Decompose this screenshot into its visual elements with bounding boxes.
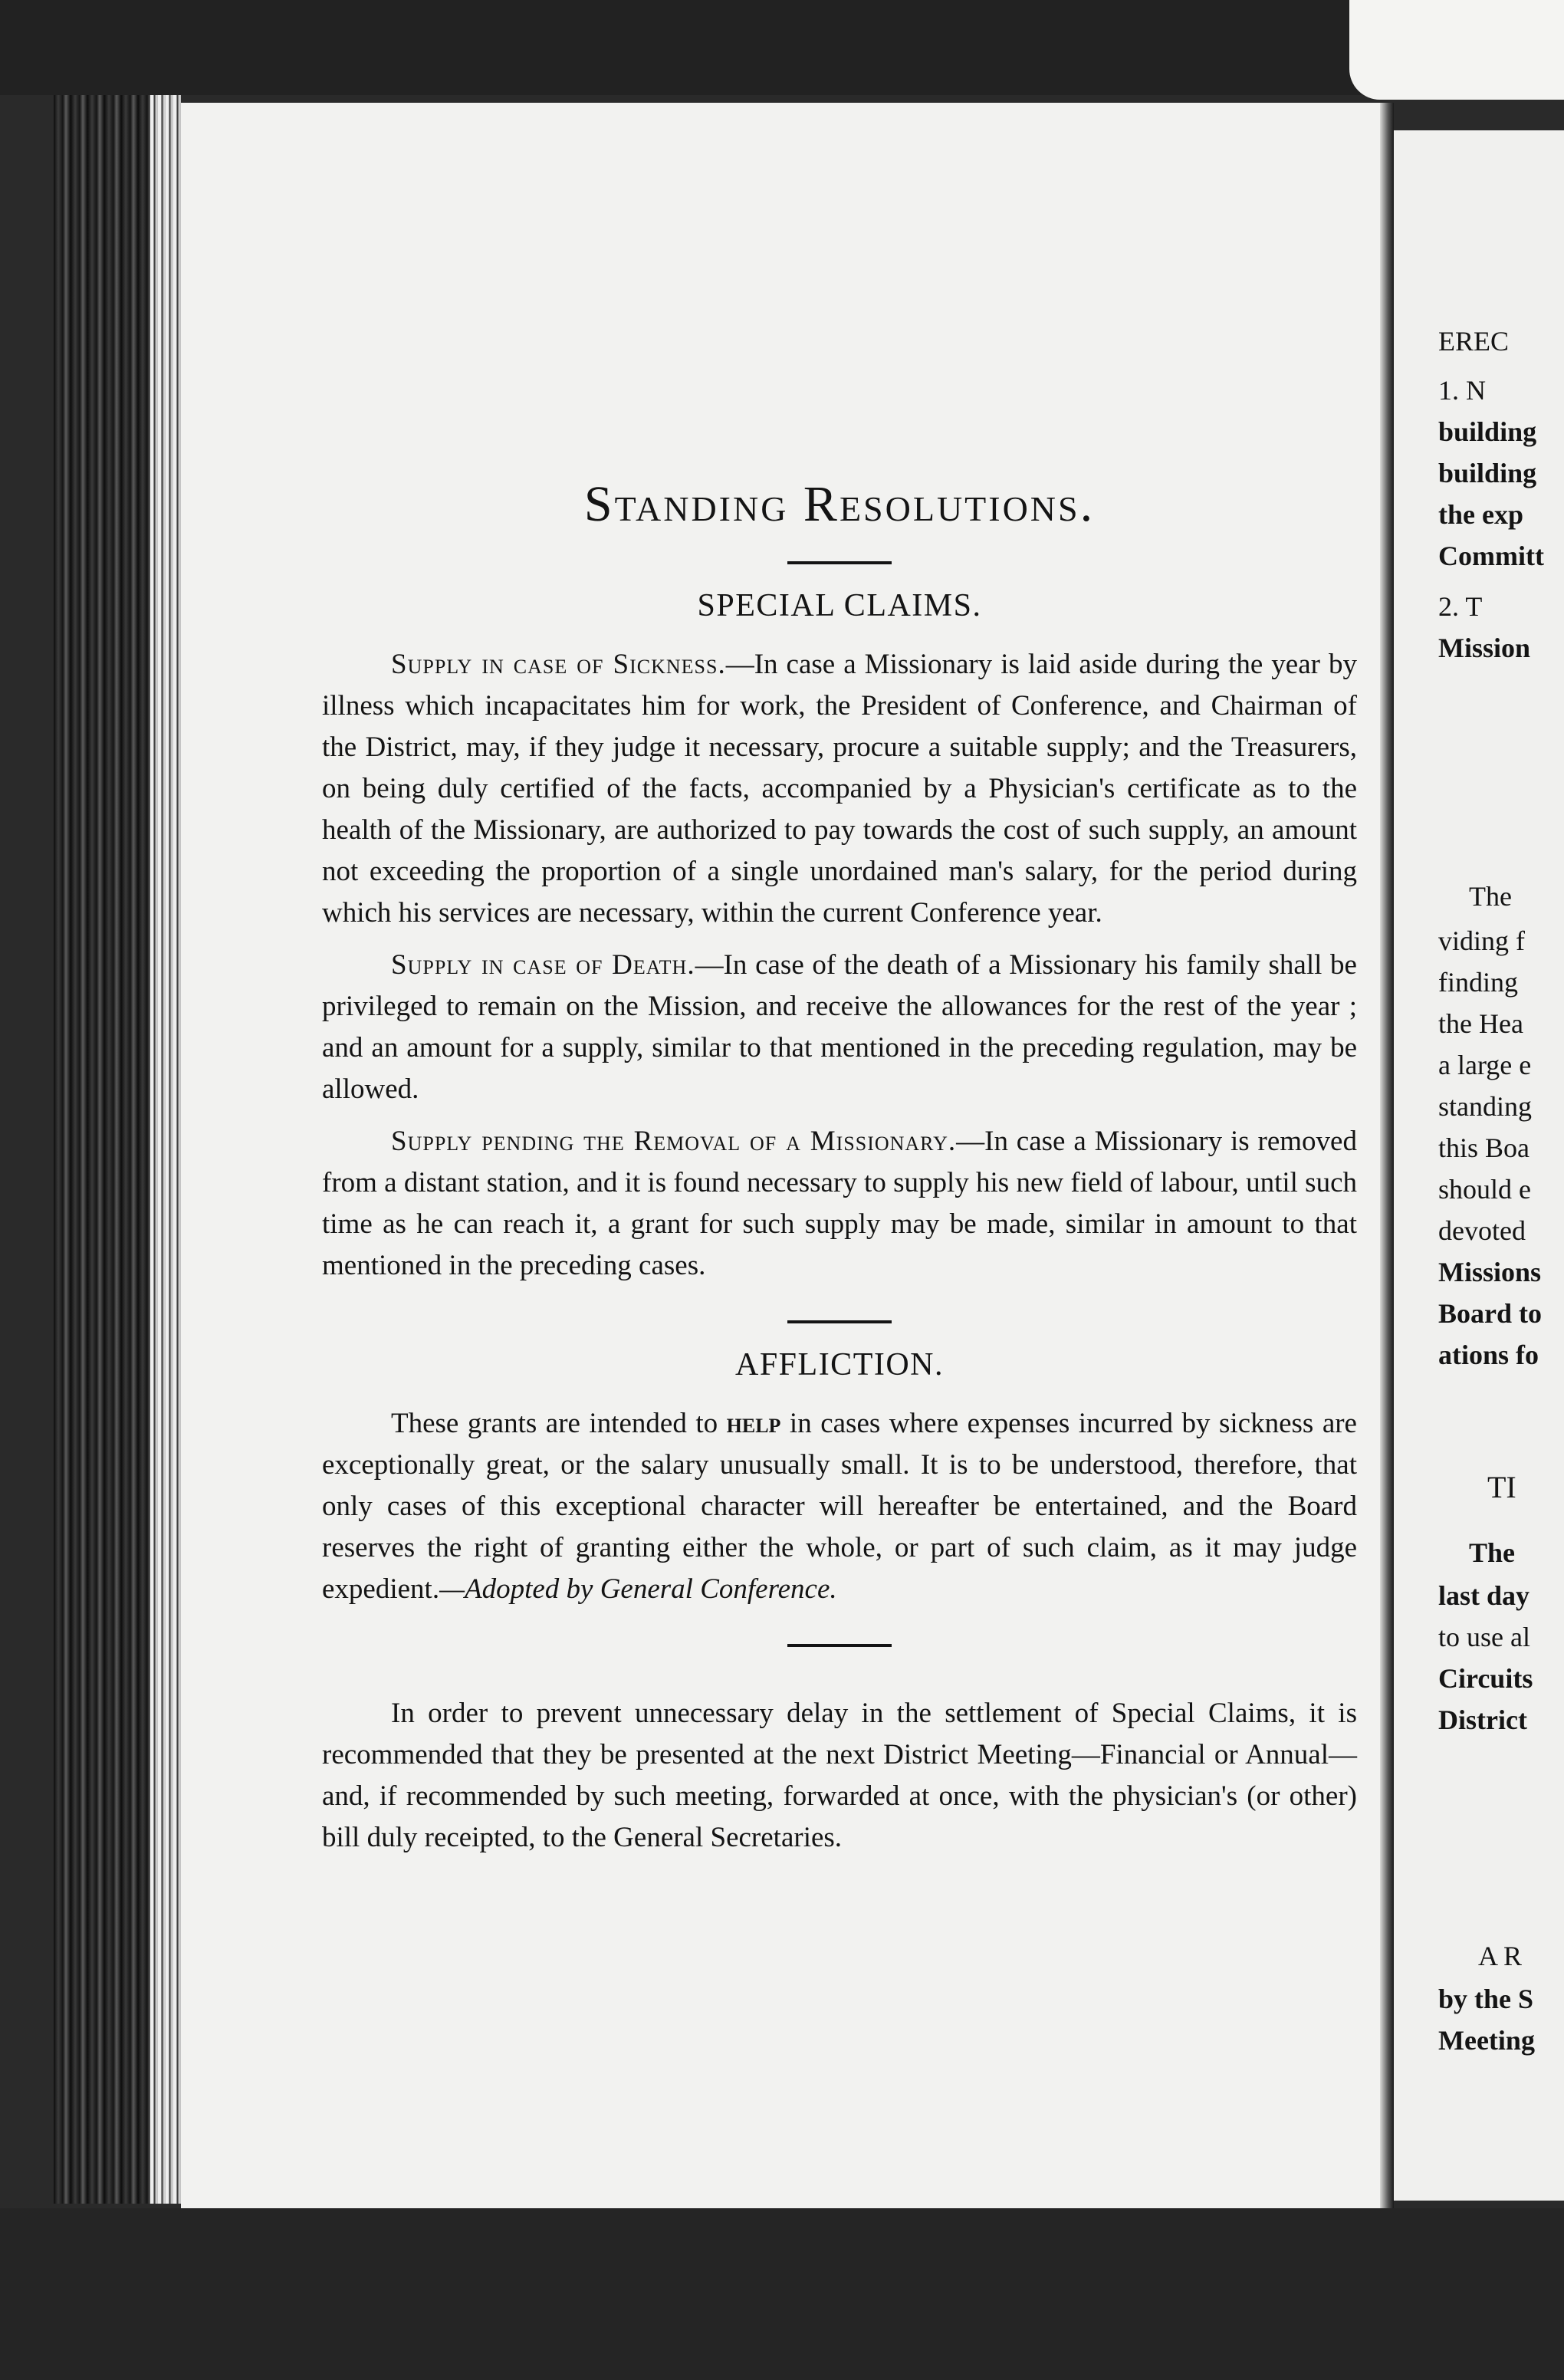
right-page-line: finding bbox=[1438, 967, 1518, 998]
right-page bbox=[1394, 130, 1564, 2201]
right-page-line: by the S bbox=[1438, 1984, 1534, 2014]
scan-corner-paper bbox=[1349, 0, 1564, 100]
sickness-paragraph bbox=[322, 644, 1357, 934]
right-page-heading: TI bbox=[1487, 1470, 1516, 1504]
right-page-line: last day bbox=[1438, 1580, 1530, 1611]
right-page-line: ations fo bbox=[1438, 1340, 1539, 1370]
spacer bbox=[322, 1670, 1357, 1693]
page-content bbox=[322, 475, 1357, 1869]
right-page-line: District bbox=[1438, 1704, 1527, 1735]
right-page-line: Meeting bbox=[1438, 2025, 1535, 2056]
removal-text: —In case a Missionary is removed from a distant station, and it is found necessary to supply his new field of labour, until such time as he can reach it, a grant for such supply may be made, similar in amount to that mentioned in the preceding cases. bbox=[322, 1126, 1357, 1281]
removal-lead: Supply pending the Removal of a Missionary. bbox=[391, 1126, 957, 1157]
death-paragraph bbox=[322, 945, 1357, 1110]
death-lead: Supply in case of Death. bbox=[391, 949, 695, 981]
right-page-line: EREC bbox=[1438, 326, 1510, 357]
right-page-line: to use al bbox=[1438, 1622, 1530, 1652]
right-page-line: The bbox=[1469, 881, 1512, 912]
scan-top-margin bbox=[0, 0, 1564, 95]
right-page-line: this Boa bbox=[1438, 1132, 1530, 1163]
right-page-line: A R bbox=[1478, 1941, 1523, 1971]
death-text: —In case of the death of a Missionary his family shall be privileged to remain on the Mission, and receive the allowances for the rest of the year ; and an amount for a supply, similar to that mentioned in the preceding regulation, may be allowed. bbox=[322, 949, 1357, 1105]
book-gutter bbox=[1380, 103, 1394, 2208]
divider-rule bbox=[787, 1644, 892, 1647]
affliction-paragraph bbox=[322, 1403, 1357, 1610]
right-page-line: viding f bbox=[1438, 925, 1525, 956]
right-page-line: 2. T bbox=[1438, 591, 1483, 622]
page-title: Standing Resolutions. bbox=[583, 476, 1096, 532]
right-page-line: should e bbox=[1438, 1174, 1531, 1205]
right-page-line: 1. N bbox=[1438, 375, 1486, 406]
right-page-line: Missions bbox=[1438, 1257, 1542, 1287]
spacer bbox=[322, 1621, 1357, 1644]
right-page-line: The bbox=[1469, 1537, 1516, 1568]
right-page-line: the exp bbox=[1438, 499, 1523, 530]
sickness-lead: Supply in case of Sickness. bbox=[391, 649, 726, 680]
affliction-text-before: These grants are intended to bbox=[391, 1408, 727, 1439]
right-page-line: Mission bbox=[1438, 633, 1531, 663]
spacer bbox=[322, 1297, 1357, 1320]
right-page-line: building bbox=[1438, 458, 1537, 488]
help-emphasis: help bbox=[726, 1408, 781, 1439]
adopted-note: —Adopted by General Conference. bbox=[439, 1573, 837, 1605]
right-page-line: Board to bbox=[1438, 1298, 1542, 1329]
scan-bottom-margin bbox=[0, 2208, 1564, 2380]
right-page-line: standing bbox=[1438, 1091, 1532, 1122]
divider-rule bbox=[787, 1320, 892, 1323]
right-page-line: Committ bbox=[1438, 541, 1544, 571]
removal-paragraph bbox=[322, 1121, 1357, 1287]
right-page-line: building bbox=[1438, 416, 1537, 447]
right-page-line: a large e bbox=[1438, 1050, 1532, 1080]
right-page-line: devoted bbox=[1438, 1215, 1526, 1246]
special-claims-heading: SPECIAL CLAIMS. bbox=[697, 588, 982, 623]
right-page-line: the Hea bbox=[1438, 1008, 1523, 1039]
affliction-text-after: in cases where expenses incurred by sickness are exceptionally great, or the salary unusually small. It is to be understood, therefore, that only cases of this exceptional character will hereafter be entertained, and the Board reserves the right of granting either the whole, or part of such claim, as it may judge expedient. bbox=[322, 1408, 1357, 1605]
page-edges bbox=[150, 95, 181, 2204]
divider-rule bbox=[787, 561, 892, 564]
affliction-heading: AFFLICTION. bbox=[734, 1347, 944, 1382]
closing-paragraph: In order to prevent unnecessary delay in the settlement of Special Claims, it is recommended that they be presented at the next District Meeting—Financial or Annual—and, if recommended by such meeting, forwarded at once, with the physician's (or other) bill duly receipted, to the General Secretaries. bbox=[322, 1698, 1357, 1853]
sickness-text: —In case a Missionary is laid aside during the year by illness which incapacitates him for work, the President of Conference, and Chairman of the District, may, if they judge it necessary, procure a suitable supply; and the Treasurers, on being duly certified of the facts, accompanied by a Physician's certificate as to the health of the Missionary, are authorized to pay towards the cost of such supply, an amount not exceeding the proportion of a single unordained man's salary, for the period during which his services are necessary, within the current Conference year. bbox=[322, 649, 1357, 929]
right-page-line: Circuits bbox=[1438, 1663, 1533, 1694]
